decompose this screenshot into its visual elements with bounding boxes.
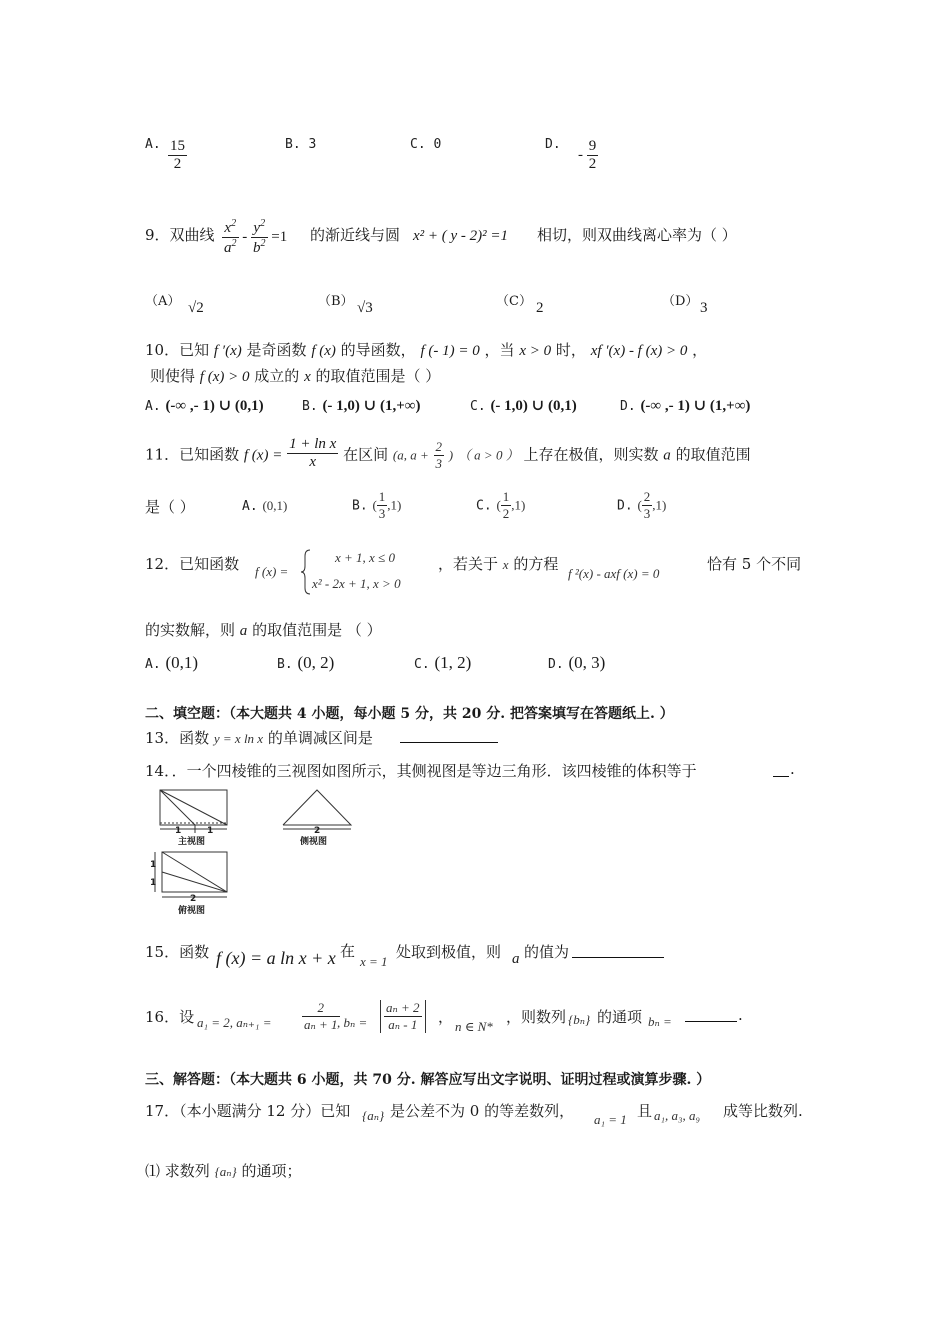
section-3-heading: 三、解答题：（本大题共 6 小题，共 70 分. 解答应写出文字说明、证明过程或演算步骤. ） (145, 1072, 711, 1088)
q8-option-b: B. 3 (285, 137, 317, 152)
side-view (283, 790, 351, 829)
q9-option-a-label: （A） (145, 294, 181, 309)
q12-option-c: C. (1, 2) (414, 653, 472, 672)
q10-option-b: B. (- 1,0) ∪ (1,+∞) (302, 398, 421, 414)
q14-answer-blank[interactable] (773, 760, 789, 777)
q9-option-a-value: √2 (188, 300, 204, 316)
q16-answer-blank[interactable] (685, 1005, 737, 1022)
q9-option-d-label: （D） (662, 294, 699, 309)
q12-case-2: x² - 2x + 1, x > 0 (312, 576, 401, 591)
q9-option-b-value: √3 (357, 300, 373, 316)
q10-option-d: D. (-∞ ,- 1) ∪ (1,+∞) (620, 398, 751, 414)
q16-prefix: 16．设 (145, 1008, 195, 1026)
q10-option-c: C. (- 1,0) ∪ (0,1) (470, 398, 577, 414)
front-view-label: 主视图 (178, 837, 206, 847)
q12-fx-lhs: f (x) = (255, 564, 289, 579)
q14-end: . (790, 760, 795, 778)
q16-cond: n ∈ N* (455, 1019, 493, 1034)
q8-option-d-label: D. (545, 137, 561, 152)
q12-equation: f ²(x) - axf (x) = 0 (568, 566, 660, 581)
q17-terms: a₁, a₃, a₉ (654, 1108, 701, 1123)
q9-option-c-label: （C） (496, 294, 532, 309)
q8-option-a-value: $\frac{15}{2}$ (170, 138, 185, 172)
q12-option-a: A. (0,1) (145, 653, 199, 672)
q8-option-a-label: A. (145, 137, 161, 152)
q12-option-b: B. (0, 2) (277, 653, 335, 672)
q9-circle-equation: x² + ( y - 2)² =1 (413, 228, 509, 244)
top-view-label: 俯视图 (178, 906, 206, 916)
front-dim-1b: 1 (207, 826, 214, 836)
q16-abs-frac: $\frac{\text{aₙ + 2}}{\text{aₙ - 1}}$ (380, 1000, 426, 1033)
q10-line1: 10．已知 f ′(x) 是奇函数 f (x) 的导函数， f (- 1) = 0 ，当 x > 0 时， xf ′(x) - f (x) > 0 ， (145, 341, 708, 359)
q9-option-c-value: 2 (536, 300, 544, 316)
q17-seq: {aₙ} (362, 1108, 385, 1123)
front-dim-1a: 1 (175, 826, 182, 836)
q12-line2: 的实数解，则 a 的取值范围是 （ ） (145, 621, 382, 639)
q9-option-b-label: （B） (318, 294, 354, 309)
q16-recurrence-frac: $\frac{2}{\text{aₙ + 1}}$ (304, 1000, 338, 1032)
q17-prefix: 17．（本小题满分 12 分）已知 (145, 1102, 351, 1120)
q12-prefix: 12．已知函数 (145, 555, 240, 573)
q15-t1: 在 (340, 942, 356, 960)
q13-answer-blank[interactable] (400, 726, 498, 743)
q16-t1: ，则数列 (506, 1008, 567, 1026)
q15-t2: 处取到极值，则 (396, 943, 502, 961)
q16-bn2: bₙ = (648, 1014, 672, 1029)
q15-function: f (x) = a ln x + x (216, 948, 336, 968)
top-dim-v2: 1 (150, 878, 157, 888)
q11-option-a: A. (0,1) (242, 498, 288, 514)
q9-mid-text: 的渐近线与圆 (310, 226, 401, 244)
q15-var-a: a (512, 951, 520, 967)
q14-text: 14．．一个四棱锥的三视图如图所示，其侧视图是等边三角形．该四棱锥的体积等于 (145, 762, 697, 780)
q16-comma: ， (438, 1008, 454, 1026)
q9-hyperbola-equation: $\frac{x^2}{a^2}$ - $\frac{y^2}{b^2}$ =1 (224, 218, 288, 256)
q13-line: 13．函数 y = x ln x 的单调减区间是 (145, 729, 373, 747)
q17-cond: a₁ = 1 (594, 1112, 627, 1127)
q15-t3: 的值为 (524, 943, 570, 961)
q11-option-b: B. ( $\frac{1}{3}$ ,1) (352, 489, 402, 521)
q8-option-c: C. 0 (410, 137, 442, 152)
q16-seq: {bₙ} (568, 1012, 591, 1027)
q17-part-1: ⑴ 求数列 {aₙ} 的通项； (145, 1162, 302, 1180)
q12-line1-suffix: 恰有 5 个不同 (707, 555, 802, 573)
q14-three-view-figure (140, 785, 370, 920)
q16-t2: 的通项 (597, 1008, 643, 1026)
q12-option-d: D. (0, 3) (548, 653, 606, 672)
q15-cond: x = 1 (360, 954, 388, 969)
top-dim-v1: 1 (150, 860, 157, 870)
q17-t1: 是公差不为 0 的等差数列， (390, 1102, 575, 1120)
q9-option-d-value: 3 (700, 300, 708, 316)
q12-line1-rest: ，若关于 x 的方程 (438, 555, 559, 573)
q8-option-d-value: - $\frac{9}{2}$ (578, 138, 597, 172)
q16-end: . (738, 1006, 743, 1024)
q10-line2: 则使得 f (x) > 0 成立的 x 的取值范围是（ ） (150, 367, 441, 385)
q11-option-c: C. ( $\frac{1}{2}$ ,1) (476, 489, 526, 521)
q17-t2: 且 (637, 1102, 653, 1120)
q11-line1: 11．已知函数 f (x) = $\frac{\text{1 + ln x}}{x}$ 在区间 (a, a + $\frac{2}{3}$ ) （ a > 0 ） 上存在极值，则实数 a 的取值范围 (145, 436, 751, 471)
q12-case-1: x + 1, x ≤ 0 (335, 550, 395, 565)
q9-prefix: 9．双曲线 (145, 226, 215, 244)
top-dim-2: 2 (190, 894, 197, 904)
q15-prefix: 15．函数 (145, 943, 210, 961)
side-dim-2: 2 (314, 826, 321, 836)
side-view-label: 侧视图 (300, 837, 328, 847)
front-view (160, 790, 227, 833)
q11-option-d: D. ( $\frac{2}{3}$ ,1) (617, 489, 667, 521)
q10-option-a: A. (-∞ ,- 1) ∪ (0,1) (145, 398, 264, 414)
q16-a1: a₁ = 2, aₙ₊₁ = (197, 1015, 272, 1030)
q15-answer-blank[interactable] (572, 941, 664, 958)
q11-line2: 是（ ） (145, 498, 195, 516)
q12-brace-icon (300, 548, 312, 596)
q9-suffix: 相切，则双曲线离心率为（ ） (537, 226, 737, 244)
q17-t3: 成等比数列. (723, 1102, 803, 1120)
top-view (155, 852, 227, 897)
section-2-heading: 二、填空题：（本大题共 4 小题，每小题 5 分，共 20 分. 把答案填写在答题纸上. ） (145, 706, 674, 722)
q16-bn: , bₙ = (337, 1015, 368, 1030)
